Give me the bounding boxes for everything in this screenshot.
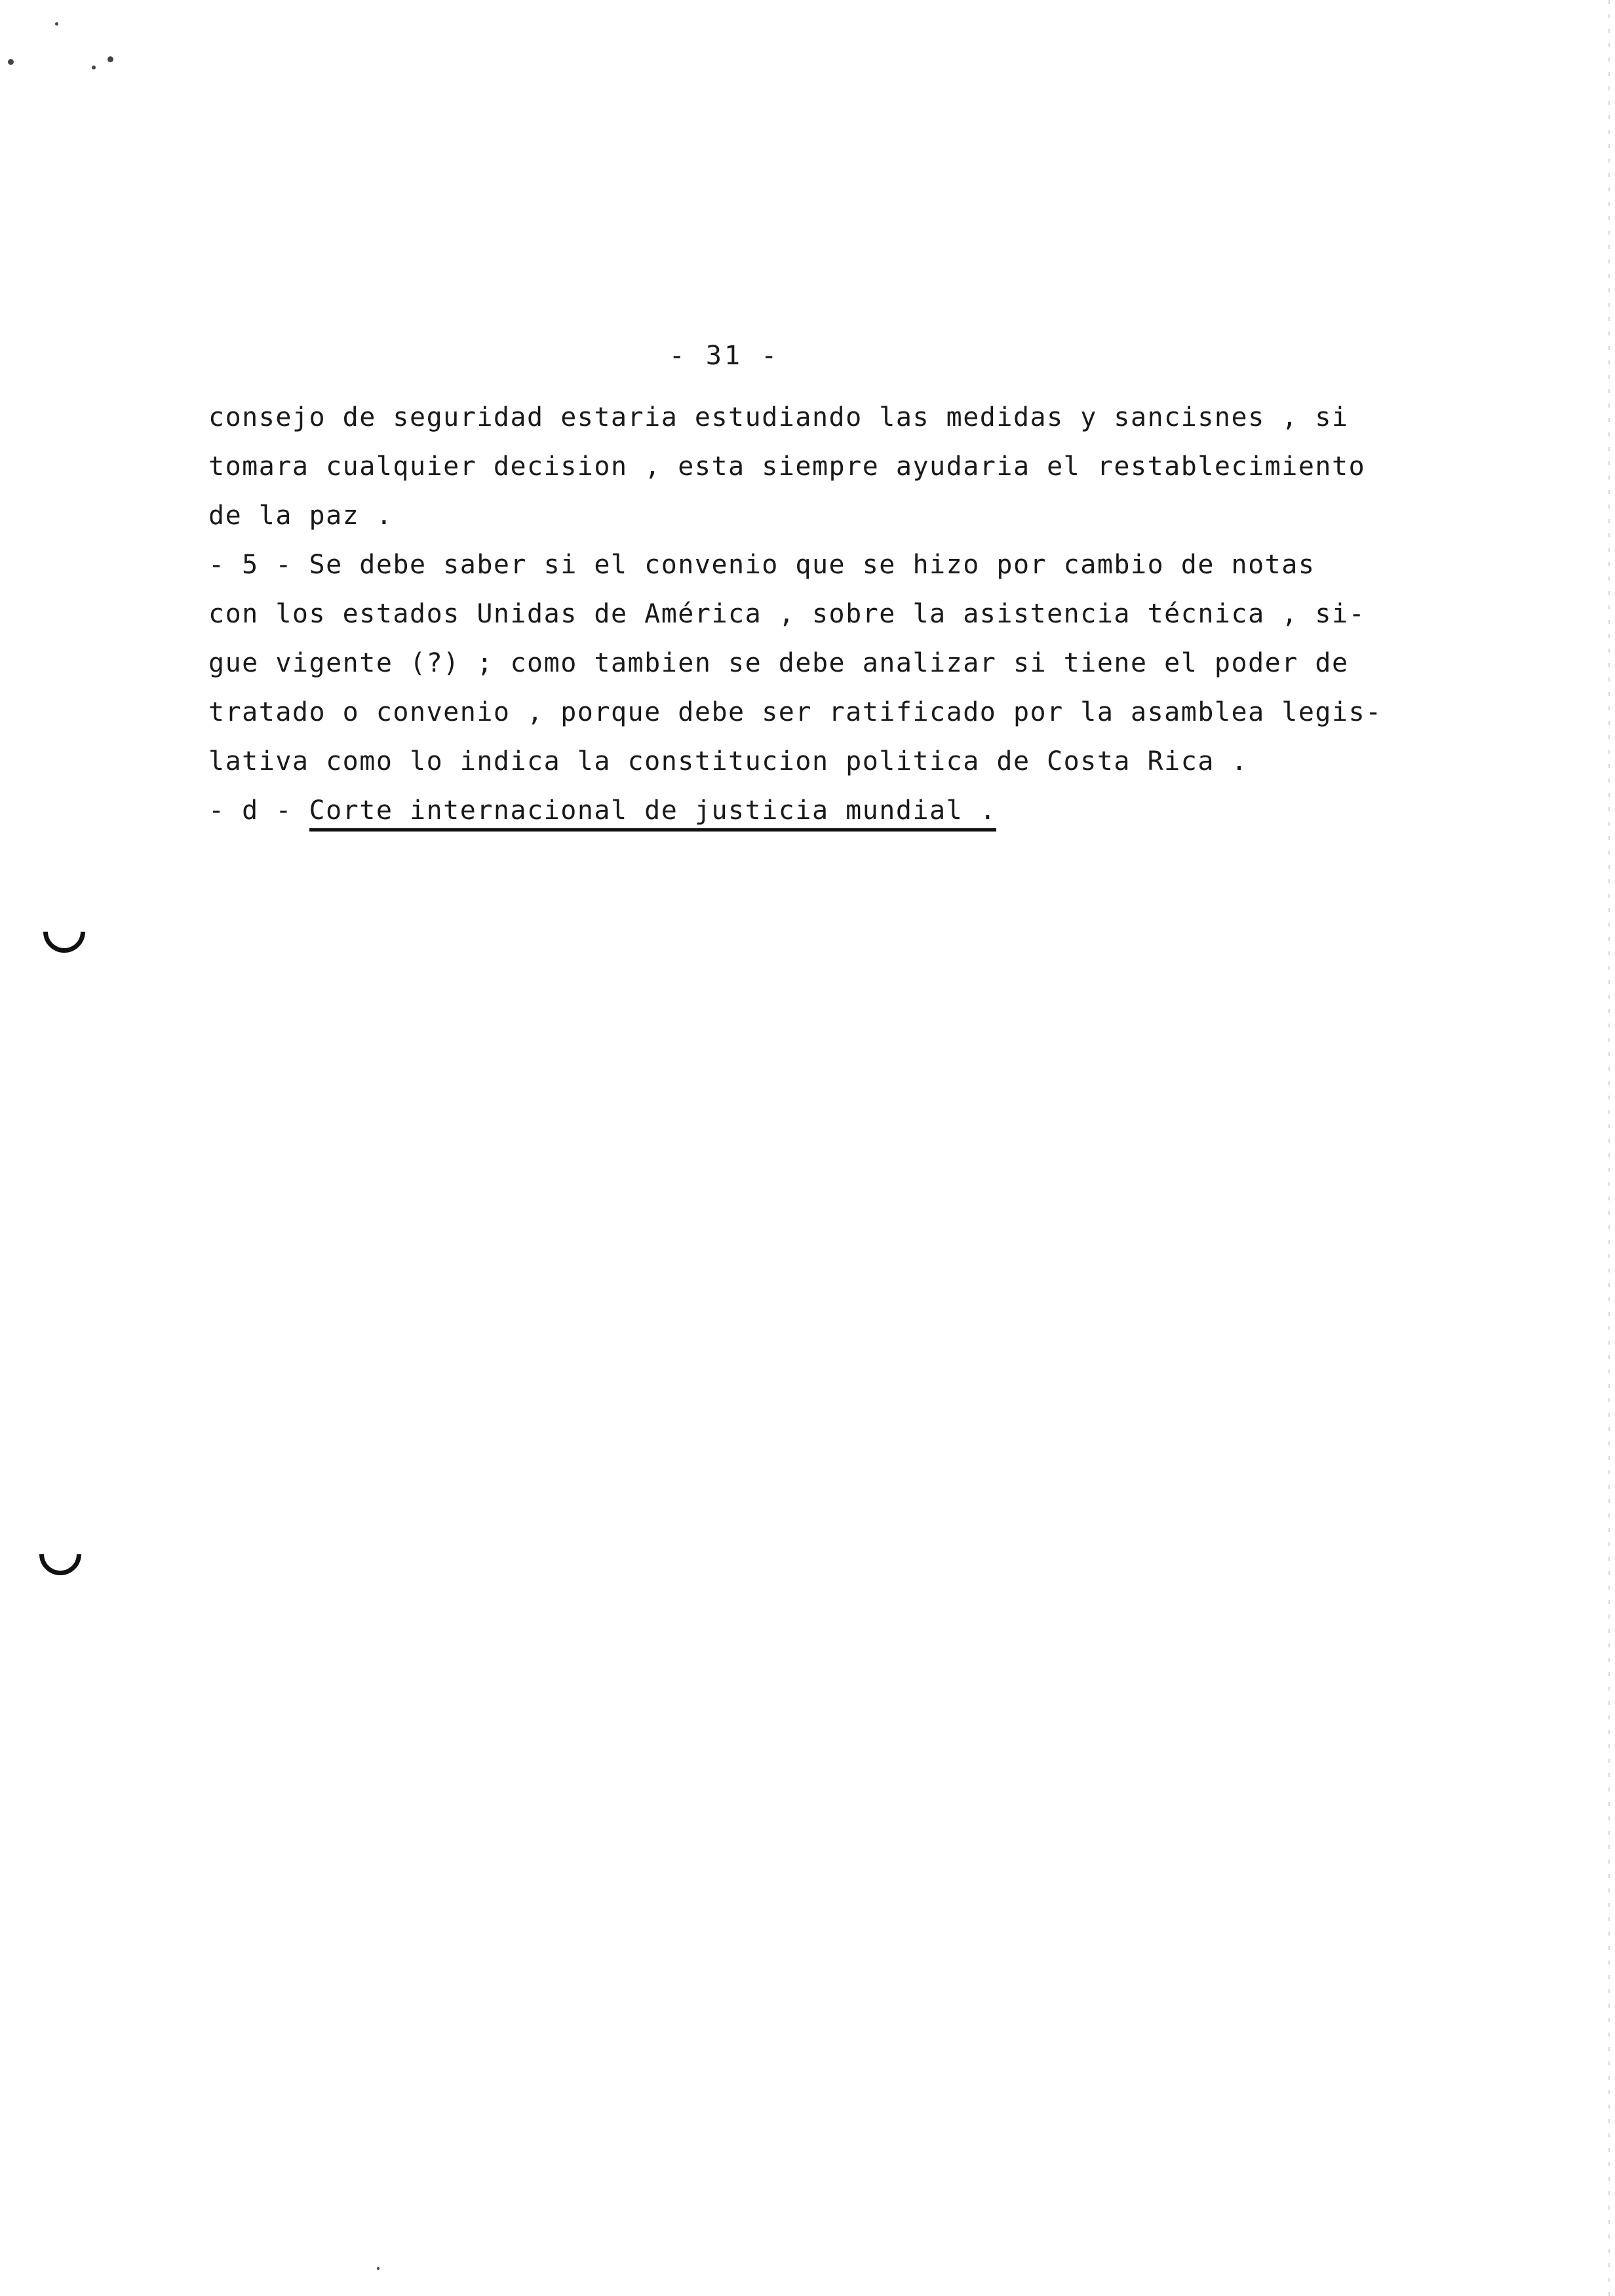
section-heading [208,786,1454,835]
scan-speck [55,22,58,26]
text-line: consejo de seguridad estaria estudiando las medidas y sancisnes , si [208,402,1349,432]
text-line: - 5 - Se debe saber si el convenio que se hizo por cambio de notas [208,550,1315,580]
binder-hole-mark-icon [35,902,94,962]
text-line: con los estados Unidas de América , sobre la asistencia técnica , si- [208,599,1366,629]
text-line: tratado o convenio , porque debe ser ratificado por la asamblea legis- [208,697,1382,727]
scan-speck [377,2267,379,2270]
section-heading-title: Corte internacional de justicia mundial . [309,795,997,832]
section-heading-prefix: - d - [208,795,309,826]
scan-speck [8,59,14,65]
body-text [208,393,1454,835]
page-edge-shadow [1608,0,1610,2296]
text-line: de la paz . [208,501,393,531]
scan-speck [92,66,96,69]
text-line: lativa como lo indica la constitucion politica de Costa Rica . [208,746,1249,776]
scan-speck [107,56,113,62]
binder-hole-mark-icon [31,1525,90,1584]
page-number: - 31 - [669,341,780,371]
text-line: gue vigente (?) ; como tambien se debe analizar si tiene el poder de [208,648,1349,678]
text-line: tomara cualquier decision , esta siempre ayudaria el restablecimiento [208,451,1366,482]
